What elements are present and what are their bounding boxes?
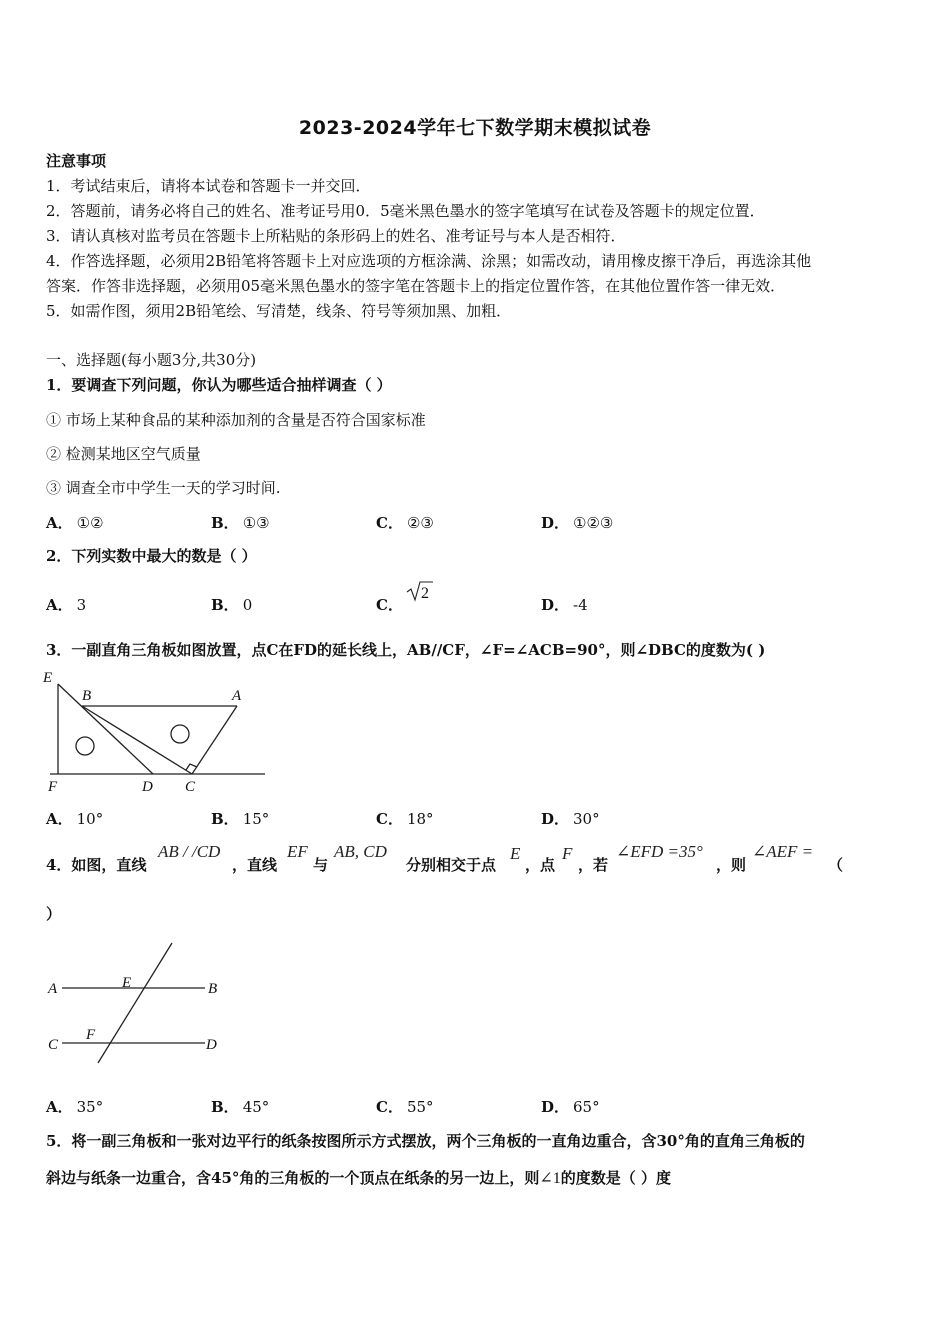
point-label-a: A xyxy=(48,981,58,997)
line-ef xyxy=(98,943,172,1063)
sqrt-2-formula xyxy=(405,578,435,604)
option-label: B． xyxy=(211,514,239,532)
q4-parallel-lines-figure xyxy=(40,935,230,1065)
notice-item: 4．作答选择题，必须用2B铅笔将答题卡上对应选项的方框涂满、涂黑；如需改动，请用橡皮擦干净后，再选涂其他 xyxy=(46,252,812,270)
option-value: 18° xyxy=(406,810,434,828)
option-value: 0 xyxy=(242,596,253,614)
q1-option-a[interactable] xyxy=(46,512,104,533)
question-3-stem: 3．一副直角三角板如图放置，点C在FD的延长线上，AB//CF，∠F=∠ACB=90°，则∠DBC的度数为( ) xyxy=(46,641,766,659)
option-label: A． xyxy=(46,810,73,828)
q4-text-part: ，则 xyxy=(716,856,747,874)
option-value: 35° xyxy=(76,1098,104,1116)
option-value: 15° xyxy=(242,810,270,828)
option-value: 65° xyxy=(573,1098,600,1116)
notice-heading: 注意事项 xyxy=(46,152,107,170)
q4-formula-e: E xyxy=(510,844,521,863)
q4-formula-ab-cd: AB / /CD xyxy=(158,842,221,861)
q4-formula-ef: EF xyxy=(287,842,308,861)
q4-text-part: ，直线 xyxy=(232,856,278,874)
notice-item: 5．如需作图，须用2B铅笔绘、写清楚，线条、符号等须加黑、加粗． xyxy=(46,302,512,320)
question-1-stem: 1．要调查下列问题，你认为哪些适合抽样调查（ ） xyxy=(46,376,392,394)
q1-item: ③ 调查全市中学生一天的学习时间. xyxy=(46,479,281,497)
point-label-d: D xyxy=(142,779,153,795)
option-label: D． xyxy=(541,1098,570,1116)
q3-option-a[interactable] xyxy=(46,808,103,829)
option-value: 45° xyxy=(242,1098,270,1116)
q2-option-c[interactable] xyxy=(376,594,403,615)
q5-text-part: 斜边与纸条一边重合，含45°角的三角板的一个顶点在纸条的另一边上，则 xyxy=(46,1169,540,1187)
line-ac xyxy=(192,706,237,774)
q3-option-d[interactable] xyxy=(541,808,600,829)
point-label-b: B xyxy=(208,981,218,997)
sqrt-radicand: 2 xyxy=(421,585,429,602)
option-value: 30° xyxy=(573,810,600,828)
q4-text-part: （ xyxy=(828,856,844,874)
q4-formula-angle-efd: ∠EFD =35° xyxy=(616,842,703,861)
notice-item: 3．请认真核对监考员在答题卡上所粘贴的条形码上的姓名、准考证号与本人是否相符． xyxy=(46,227,626,245)
option-value: 55° xyxy=(406,1098,434,1116)
q4-formula-f: F xyxy=(562,844,573,863)
q4-text-part: 分别相交于点 xyxy=(406,856,497,874)
q4-text-part: 4．如图，直线 xyxy=(46,856,147,874)
point-label-b: B xyxy=(82,688,92,704)
option-label: B． xyxy=(211,1098,239,1116)
q4-option-b[interactable] xyxy=(211,1096,269,1117)
question-5-stem-line1: 5．将一副三角板和一张对边平行的纸条按图所示方式摆放，两个三角板的一直角边重合，含30°角的直角三角板的 xyxy=(46,1132,805,1150)
line-bc xyxy=(82,706,192,774)
page-title: 2023-2024学年七下数学期末模拟试卷 xyxy=(298,117,652,139)
option-label: C． xyxy=(376,514,403,532)
option-value: 10° xyxy=(76,810,104,828)
q1-option-d[interactable] xyxy=(541,512,613,533)
q4-text-part: ） xyxy=(46,905,62,923)
point-label-d: D xyxy=(206,1037,217,1053)
q4-option-d[interactable] xyxy=(541,1096,600,1117)
q4-formula-ab-cd-pair: AB, CD xyxy=(334,842,387,861)
q4-text-part: ，若 xyxy=(578,856,609,874)
question-2-stem: 2．下列实数中最大的数是（ ） xyxy=(46,547,257,565)
triangle-hole xyxy=(171,725,189,743)
option-value: ①③ xyxy=(242,514,270,532)
q5-text-part: 的度数是（ ）度 xyxy=(560,1169,672,1187)
notice-item: 答案．作答非选择题，必须用05毫米黑色墨水的签字笔在答题卡上的指定位置作答，在其他位置作答一律无效． xyxy=(46,277,786,295)
option-label: A． xyxy=(46,514,73,532)
option-label: D． xyxy=(541,810,570,828)
q1-item: ① 市场上某种食品的某种添加剂的含量是否符合国家标准 xyxy=(46,411,426,429)
point-label-a: A xyxy=(232,688,242,704)
option-label: D． xyxy=(541,596,570,614)
q4-formula-angle-aef: ∠AEF = xyxy=(752,842,814,861)
option-value: -4 xyxy=(573,596,588,614)
option-value: ①②③ xyxy=(573,514,614,532)
option-label: C． xyxy=(376,1098,403,1116)
q3-triangle-figure xyxy=(40,666,270,798)
q1-item: ② 检测某地区空气质量 xyxy=(46,445,201,463)
q2-option-a[interactable] xyxy=(46,594,86,615)
option-value: ②③ xyxy=(406,514,434,532)
option-label: A． xyxy=(46,596,73,614)
q3-option-c[interactable] xyxy=(376,808,434,829)
point-label-c: C xyxy=(48,1037,59,1053)
option-value: 3 xyxy=(76,596,87,614)
notice-item: 1．考试结束后，请将本试卷和答题卡一并交回． xyxy=(46,177,371,195)
option-value: ①② xyxy=(76,514,104,532)
notice-item: 2．答题前，请务必将自己的姓名、准考证号用0．5毫米黑色墨水的签字笔填写在试卷及答题卡的规定位置． xyxy=(46,202,765,220)
q2-option-b[interactable] xyxy=(211,594,252,615)
q4-option-c[interactable] xyxy=(376,1096,434,1117)
option-label: D． xyxy=(541,514,570,532)
q2-option-d[interactable] xyxy=(541,594,588,615)
option-label: C． xyxy=(376,810,403,828)
option-label: C． xyxy=(376,596,403,614)
q5-formula-angle-1: ∠1 xyxy=(539,1170,561,1187)
question-5-stem-line2 xyxy=(46,1168,671,1189)
q1-option-b[interactable] xyxy=(211,512,270,533)
option-label: B． xyxy=(211,596,239,614)
q3-option-b[interactable] xyxy=(211,808,269,829)
line-ed xyxy=(58,684,153,774)
triangle-hole xyxy=(76,737,94,755)
option-label: B． xyxy=(211,810,239,828)
q4-option-a[interactable] xyxy=(46,1096,103,1117)
q4-text-part: 与 xyxy=(313,856,329,874)
point-label-e: E xyxy=(122,975,132,991)
option-label: A． xyxy=(46,1098,73,1116)
point-label-c: C xyxy=(185,779,196,795)
point-label-f: F xyxy=(86,1027,96,1043)
section-heading: 一、选择题(每小题3分,共30分) xyxy=(46,351,257,369)
point-label-f: F xyxy=(48,779,58,795)
q1-option-c[interactable] xyxy=(376,512,434,533)
point-label-e: E xyxy=(43,670,53,686)
q4-text-part: ，点 xyxy=(525,856,556,874)
